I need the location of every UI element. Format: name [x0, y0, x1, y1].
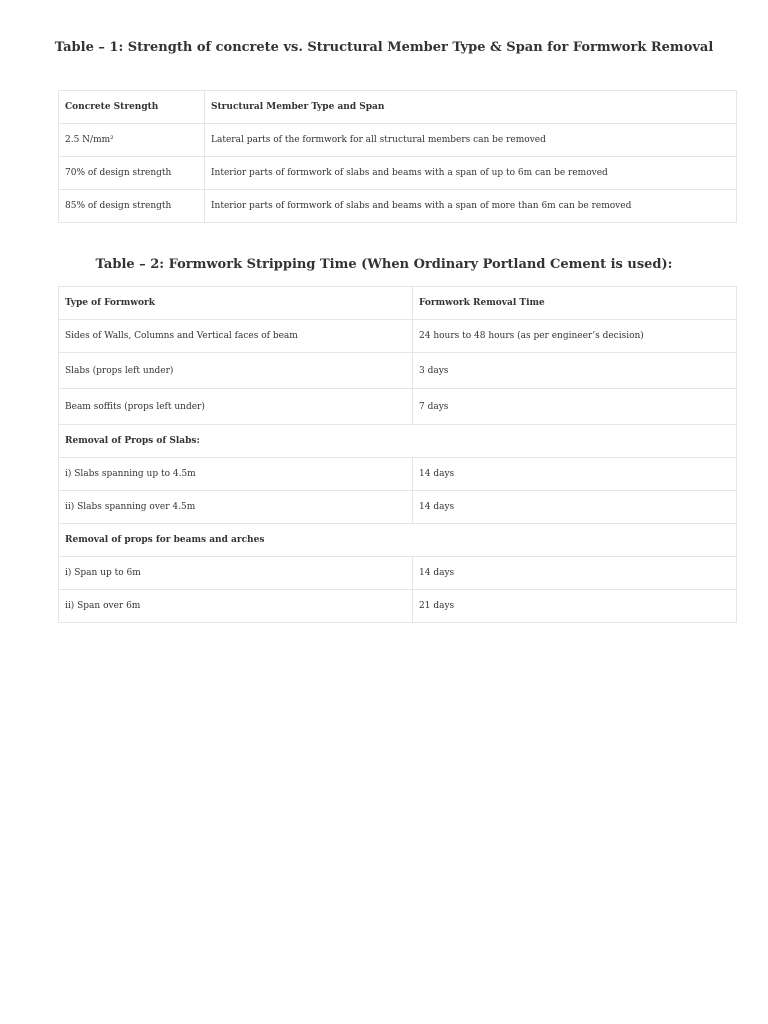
table-row: [59, 458, 737, 491]
table-row: [59, 320, 737, 353]
table-cell: 24 hours to 48 hours (as per engineer’s decision): [413, 320, 737, 353]
table-row: [59, 491, 737, 524]
table-cell: 85% of design strength: [59, 190, 205, 223]
stripping-time-table: [58, 286, 737, 623]
section-heading: Removal of props for beams and arches: [59, 524, 737, 557]
section-row: [59, 425, 737, 458]
table-row: [59, 389, 737, 425]
table2-title: Table – 2: Formwork Stripping Time (When Ordinary Portland Cement is used):: [95, 257, 673, 272]
table-cell: 3 days: [413, 353, 737, 389]
table-cell: Beam soffits (props left under): [59, 389, 413, 425]
table-cell: ii) Slabs spanning over 4.5m: [59, 491, 413, 524]
table-row: [59, 557, 737, 590]
column-header: Type of Formwork: [59, 287, 413, 320]
strength-table: [58, 90, 737, 223]
section-heading: Removal of Props of Slabs:: [59, 425, 737, 458]
table-row: [59, 353, 737, 389]
column-header: Structural Member Type and Span: [205, 91, 737, 124]
table-row: [59, 190, 737, 223]
table-cell: Interior parts of formwork of slabs and beams with a span of more than 6m can be removed: [205, 190, 737, 223]
table-cell: 14 days: [413, 557, 737, 590]
table-row: [59, 124, 737, 157]
table-cell: Interior parts of formwork of slabs and beams with a span of up to 6m can be removed: [205, 157, 737, 190]
column-header: Concrete Strength: [59, 91, 205, 124]
table-header-row: [59, 287, 737, 320]
table-row: [59, 590, 737, 623]
table-cell: ii) Span over 6m: [59, 590, 413, 623]
table-cell: i) Span up to 6m: [59, 557, 413, 590]
table-cell: 70% of design strength: [59, 157, 205, 190]
table-row: [59, 157, 737, 190]
table-cell: i) Slabs spanning up to 4.5m: [59, 458, 413, 491]
table-cell: Sides of Walls, Columns and Vertical faces of beam: [59, 320, 413, 353]
table-cell: 14 days: [413, 458, 737, 491]
table-cell: 21 days: [413, 590, 737, 623]
section-row: [59, 524, 737, 557]
table-cell: 14 days: [413, 491, 737, 524]
table-cell: Lateral parts of the formwork for all structural members can be removed: [205, 124, 737, 157]
table-cell: Slabs (props left under): [59, 353, 413, 389]
table-header-row: [59, 91, 737, 124]
column-header: Formwork Removal Time: [413, 287, 737, 320]
table-cell: 7 days: [413, 389, 737, 425]
table1-title: Table – 1: Strength of concrete vs. Structural Member Type & Span for Formwork Removal: [54, 40, 714, 55]
table-cell: 2.5 N/mm²: [59, 124, 205, 157]
